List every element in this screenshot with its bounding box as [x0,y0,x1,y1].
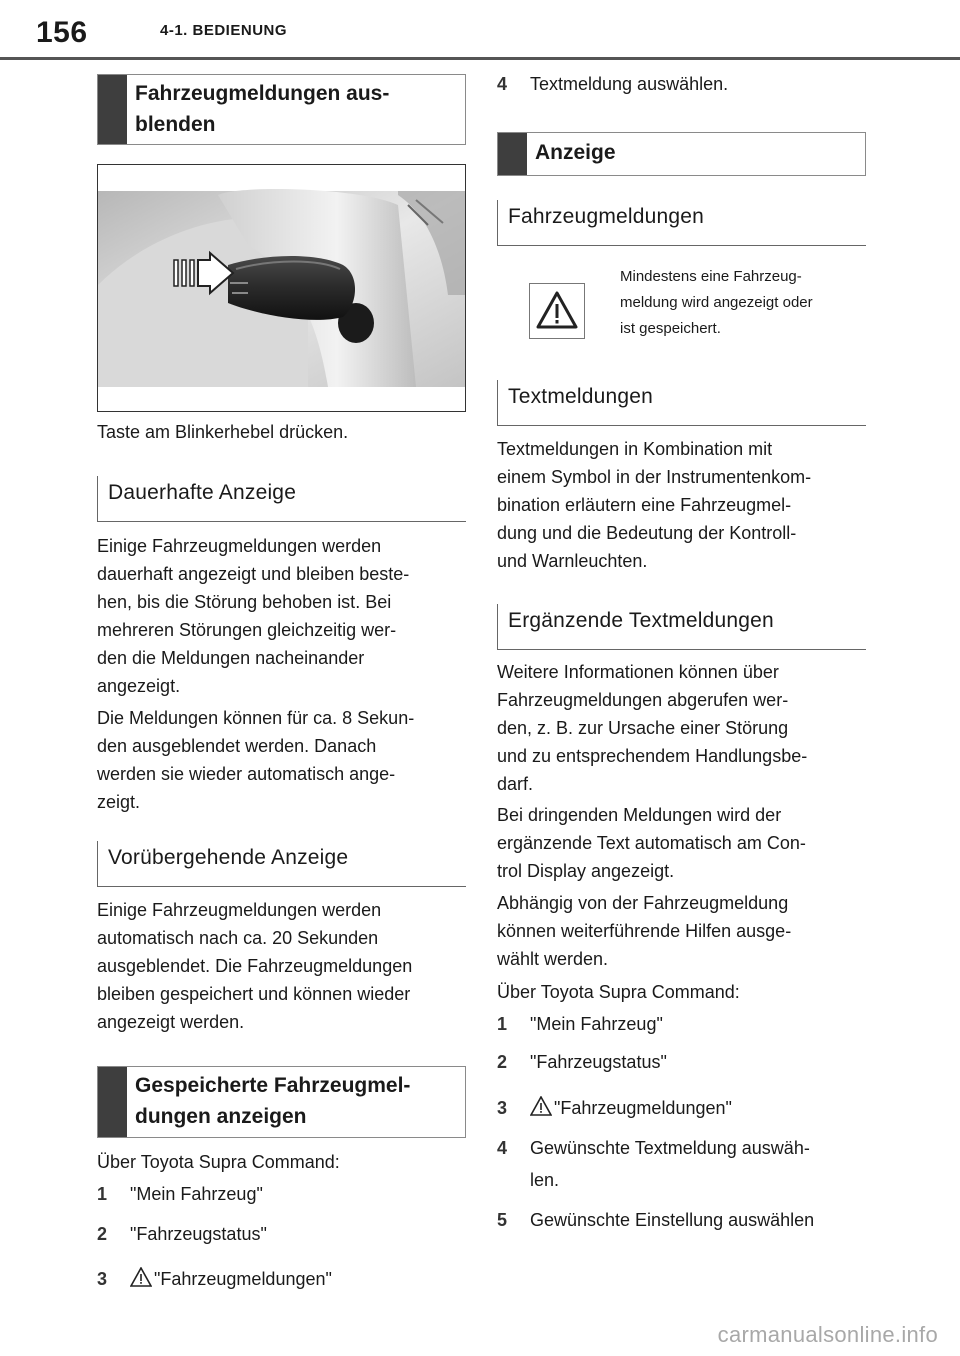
intro-command: Über Toyota Supra Command: [97,1152,340,1172]
warning-icon-box [529,283,585,339]
heading-text [135,78,457,140]
header-rule [0,57,960,60]
heading-box-show-stored [97,1066,466,1138]
step-item [97,1180,466,1208]
text-line: werden sie wieder automatisch ange- [97,764,396,784]
step-text: "Fahrzeugmeldungen" [554,1098,732,1118]
text-line: ausgeblendet. Die Fahrzeugmeldungen [97,956,413,976]
step-text: "Fahrzeugmeldungen" [154,1269,332,1289]
step-text: "Fahrzeugstatus" [130,1224,267,1244]
step-item [97,1220,466,1248]
paragraph-permanent [97,532,466,700]
text-line: angezeigt. [97,676,181,696]
step-number: 1 [497,1014,508,1034]
step-text: "Mein Fahrzeug" [530,1014,663,1034]
heading-line-1: Gespeicherte Fahrzeugmel- [135,1074,411,1097]
warning-triangle-icon [530,284,584,338]
step-item [97,1265,466,1293]
step-number: 4 [497,1138,508,1158]
text-line: Mindestens eine Fahrzeug- [620,268,802,285]
text-line: Abhängig von der Fahrzeugmeldung [497,893,789,913]
text-line: und zu entsprechendem Handlungsbe- [497,746,808,766]
heading-line-2: blenden [135,113,216,136]
text-line: bleiben gespeichert und können wieder [97,984,411,1004]
step-number: 3 [497,1098,508,1118]
step-number: 1 [97,1184,108,1204]
text-line: Die Meldungen können für ca. 8 Sekun- [97,708,415,728]
step-text: Gewünschte Textmeldung auswäh- [530,1138,810,1158]
step-number: 3 [97,1269,108,1289]
step-item [497,1010,866,1038]
text-line: automatisch nach ca. 20 Sekunden [97,928,379,948]
step-number: 5 [497,1210,508,1230]
step-text: "Fahrzeugstatus" [530,1052,667,1072]
text-line: meldung wird angezeigt oder [620,294,813,311]
subheading-permanent-display [97,476,466,522]
text-line: Weitere Informationen können über [497,662,779,682]
text-line: den die Meldungen nacheinander [97,648,365,668]
text-line: Einige Fahrzeugmeldungen werden [97,536,382,556]
subheading-vehicle-messages [497,200,866,246]
heading-text [135,1070,457,1132]
step-item [497,1048,866,1076]
text-line: Fahrzeugmeldungen abgerufen wer- [497,690,789,710]
subheading-text: Dauerhafte Anzeige [108,481,297,504]
step-text-with-icon [530,1094,732,1122]
paragraph-temporary [97,896,466,1036]
paragraph-text-messages [497,435,866,575]
step-text: Gewünschte Einstellung auswählen [530,1210,815,1230]
lever-illustration-svg [98,165,465,411]
text-line: Einige Fahrzeugmeldungen werden [97,900,382,920]
heading-box-display [497,132,866,176]
step-item [497,1206,866,1234]
warning-triangle-icon [530,1096,552,1116]
heading-line-1: Fahrzeugmeldungen aus- [135,82,390,105]
heading-bar [98,1067,127,1137]
subheading-text: Ergänzende Textmeldungen [508,609,774,632]
heading-line-2: dungen anzeigen [135,1105,307,1128]
step-number: 2 [97,1224,108,1244]
text-line: bination erläutern eine Fahrzeugmel- [497,495,792,515]
paragraph-urgent-messages [497,801,866,885]
watermark: carmanualsonline.info [717,1322,938,1347]
text-line: können weiterführende Hilfen ausge- [497,921,792,941]
image-caption: Taste am Blinkerhebel drücken. [97,422,349,442]
paragraph-hide-duration [97,704,466,816]
step-text: "Mein Fahrzeug" [130,1184,263,1204]
text-line: einem Symbol in der Instrumentenkom- [497,467,812,487]
subheading-temporary-display [97,841,466,887]
step-text-with-icon [130,1265,332,1293]
text-line: zeigt. [97,792,141,812]
text-line: trol Display angezeigt. [497,861,675,881]
warning-note [620,264,870,342]
text-line: darf. [497,774,534,794]
paragraph-further-help [497,889,866,973]
step-text: Textmeldung auswählen. [530,74,729,94]
page-number: 156 [36,16,88,49]
text-line: dauerhaft angezeigt und bleiben beste- [97,564,410,584]
warning-triangle-icon [130,1267,152,1287]
subheading-text: Vorübergehende Anzeige [108,846,349,869]
step-number: 4 [497,74,508,94]
section-title: 4-1. BEDIENUNG [160,22,288,39]
heading-bar [98,75,127,144]
step-item [497,1134,866,1198]
step-text-continued: len. [530,1170,560,1190]
text-line: den ausgeblendet werden. Danach [97,736,377,756]
text-line: mehreren Störungen gleichzeitig wer- [97,620,397,640]
text-line: wählt werden. [497,949,609,969]
step-item [497,1094,866,1122]
text-line: den, z. B. zur Ursache einer Störung [497,718,789,738]
subheading-additional-messages [497,604,866,650]
text-line: ergänzende Text automatisch am Con- [497,833,806,853]
turn-signal-lever-illustration [97,164,466,412]
subheading-text: Fahrzeugmeldungen [508,205,705,228]
text-line: hen, bis die Störung behoben ist. Bei [97,592,392,612]
heading-bar [498,133,527,175]
paragraph-additional-info [497,658,866,798]
text-line: und Warnleuchten. [497,551,648,571]
step-item [497,70,866,98]
text-line: Textmeldungen in Kombination mit [497,439,773,459]
heading-box-hide-messages [97,74,466,145]
subheading-text: Textmeldungen [508,385,654,408]
heading-text: Anzeige [535,141,616,164]
text-line: Bei dringenden Meldungen wird der [497,805,782,825]
step-number: 2 [497,1052,508,1072]
text-line: dung und die Bedeutung der Kontroll- [497,523,797,543]
intro-command: Über Toyota Supra Command: [497,982,740,1002]
text-line: angezeigt werden. [97,1012,245,1032]
subheading-text-messages [497,380,866,426]
text-line: ist gespeichert. [620,320,721,337]
